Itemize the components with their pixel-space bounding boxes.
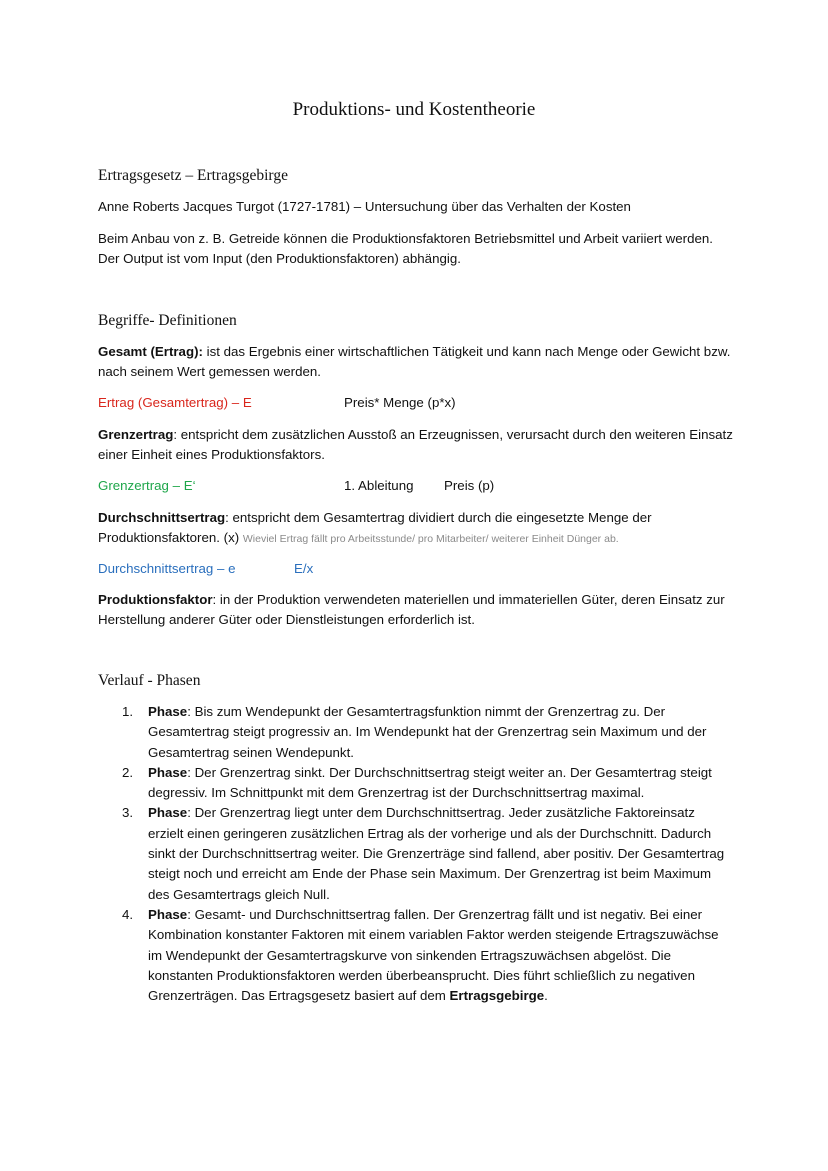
phases-list [98,702,734,1006]
phase-term: Phase [148,906,188,922]
definition-durchschnittsertrag [98,508,738,549]
list-item [98,702,734,763]
phase-text: : Bis zum Wendepunkt der Gesamtertragsfunktion nimmt der Grenzertrag zu. Der Gesamtertrag steigt progressiv an. Im Wendepunkt hat der Grenzertrag sein Maximum und der Gesamtertrag seinen Wendepunkt. [148,704,707,760]
durchschnittsertrag-label: Durchschnittsertrag – e [98,561,236,576]
term-produktionsfaktor: Produktionsfaktor [98,592,213,607]
term-gesamt: Gesamt (Ertrag): [98,344,203,359]
list-number: 3. [122,805,134,821]
section-heading-verlauf: Verlauf - Phasen [98,672,201,689]
term-ertragsgebirge: Ertragsgebirge [449,988,545,1004]
section-heading-ertragsgesetz: Ertragsgesetz – Ertragsgebirge [98,167,288,184]
phase-term: Phase [148,805,188,821]
phase-term: Phase [148,764,188,780]
phase-term: Phase [148,704,188,719]
list-item [98,803,734,904]
definition-produktionsfaktor [98,590,738,630]
phase-text: : Gesamt- und Durchschnittsertrag fallen. Der Grenzertrag fällt und ist negativ. Bei einer Kombination konstanter Faktoren mit einem variablen Faktor werden steigende Ertragszuwächse im Wendepunkt der Gesamtertragskurve von sinkenden Ertragszuwächsen abgelöst. Die konstanten Produktionsfaktoren werden überbeansprucht. Dies führt schließlich zu negativen Grenzerträgen. Das Ertragsgesetz basiert auf dem [148,906,719,1004]
definition-produktionsfaktor-text: : in der Produktion verwendeten materiellen und immateriellen Güter, deren Einsatz zur Herstellung anderer Güter oder Dienstleistungen erforderlich ist. [98,592,725,627]
definition-durchschnittsertrag-text: : entspricht dem Gesamtertrag dividiert durch die eingesetzte Menge der Produktionsfaktoren. (x) [98,510,652,545]
term-grenzertrag: Grenzertrag [98,427,174,442]
definition-grenzertrag [98,425,738,465]
list-item [98,905,734,1006]
definition-grenzertrag-text: : entspricht dem zusätzlichen Ausstoß an Erzeugnissen, verursacht durch den weiteren Einsatz einer Einheit eines Produktionsfaktors. [98,427,733,462]
durchschnittsertrag-note: Wieviel Ertrag fällt pro Arbeitsstunde/ pro Mitarbeiter/ weiterer Einheit Dünger ab. [242,533,619,545]
grenzertrag-formula-row [98,476,738,496]
list-number: 2. [122,764,134,780]
durchschnittsertrag-formula: E/x [294,561,314,576]
grenzertrag-formula-price: Preis (p) [444,478,495,493]
list-number: 1. [122,704,134,719]
grenzertrag-label: Grenzertrag – E‘ [98,478,196,493]
section-heading-begriffe: Begriffe- Definitionen [98,312,237,329]
turgot-line: Anne Roberts Jacques Turgot (1727-1781) – Untersuchung über das Verhalten der Kosten [98,199,631,214]
ertrag-label: Ertrag (Gesamtertrag) – E [98,395,252,410]
anbau-paragraph: Beim Anbau von z. B. Getreide können die Produktionsfaktoren Betriebsmittel und Arbeit variiert werden. Der Output ist vom Input (den Produktionsfaktoren) abhängig. [98,231,713,266]
phase-text: : Der Grenzertrag sinkt. Der Durchschnittsertrag steigt weiter an. Der Gesamtertrag steigt degressiv. Im Schnittpunkt mit dem Grenzertrag ist der Durchschnittsertrag maximal. [148,764,712,801]
grenzertrag-formula-derivative: 1. Ableitung [344,478,414,493]
list-item [98,763,734,804]
page-title: Produktions- und Kostentheorie [292,99,536,120]
list-number: 4. [122,906,134,922]
definition-gesamt-text: ist das Ergebnis einer wirtschaftlichen Tätigkeit und kann nach Menge oder Gewicht bzw. nach seinem Wert gemessen werden. [98,344,731,379]
durchschnittsertrag-formula-row [98,559,738,579]
ertrag-formula: Preis* Menge (p*x) [344,395,456,410]
definition-gesamt [98,342,738,382]
phase-end: . [544,988,548,1004]
ertrag-formula-row [98,393,738,413]
phase-text: : Der Grenzertrag liegt unter dem Durchschnittsertrag. Jeder zusätzliche Faktoreinsatz erzielt einen geringeren zusätzlichen Ertrag als der vorherige und als der Durchschnitt. Dadurch sinkt der Durchschnittsertrag weiter. Die Grenzerträge sind fallend, aber positiv. Der Gesamtertrag steigt noch und erreicht am Ende der Phase sein Maximum. Der Grenzertrag ist beim Maximum des Gesamtertrags gleich Null. [148,805,725,902]
term-durchschnittsertrag: Durchschnittsertrag [98,510,226,525]
